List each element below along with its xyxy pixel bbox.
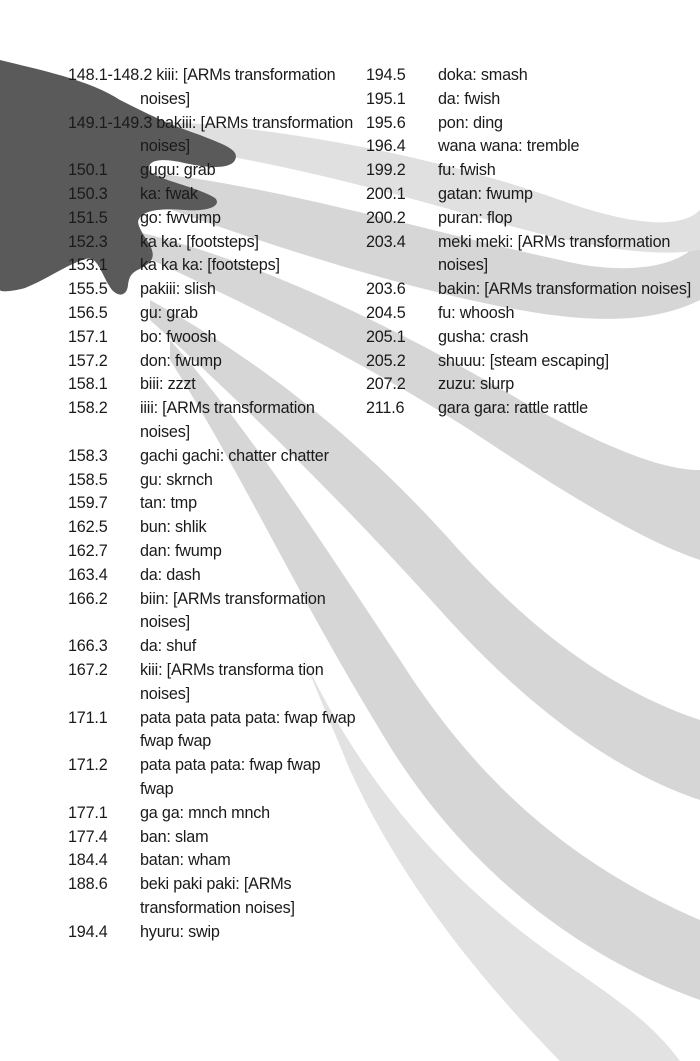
glossary-entry [366,326,700,350]
glossary-entry [68,588,358,636]
page-panel-ref: 150.3 [68,184,108,203]
glossary-entry [68,921,358,945]
glossary-entry [68,254,358,278]
page-panel-ref: 171.1 [68,708,108,727]
page-panel-ref: 152.3 [68,232,108,251]
page-panel-ref: 188.6 [68,875,108,894]
sound-effects-column-left [68,64,358,944]
glossary-entry [68,469,358,493]
page-panel-ref: 200.2 [366,208,406,227]
page-panel-ref: 158.3 [68,446,108,465]
glossary-entry [68,849,358,873]
sound-effect-translation: kiii: [ARMs transforma tion noises] [140,660,324,703]
glossary-entry [68,231,358,255]
sound-effect-translation: go: fwvump [140,208,221,227]
glossary-entry [366,207,700,231]
page-panel-ref: 177.1 [68,803,108,822]
page-panel-ref: 195.1 [366,89,406,108]
glossary-entry [366,88,700,112]
sound-effect-translation: ka ka: [footsteps] [140,232,259,251]
glossary-entry [68,397,358,445]
sound-effect-translation: shuuu: [steam escaping] [438,351,609,370]
glossary-entry [68,826,358,850]
page-panel-ref: 166.3 [68,637,108,656]
page-panel-ref: 158.2 [68,399,108,418]
sound-effect-translation: fu: whoosh [438,303,515,322]
sound-effect-translation: meki meki: [ARMs transformation noises] [438,232,671,275]
page-panel-ref: 199.2 [366,161,406,180]
glossary-entry [366,302,700,326]
glossary-entry [68,64,358,112]
glossary-entry [68,159,358,183]
page-panel-ref: 150.1 [68,161,108,180]
sound-effect-translation: tan: tmp [140,494,197,513]
glossary-entry [366,278,700,302]
page-panel-ref: 163.4 [68,565,108,584]
page-panel-ref: 153.1 [68,256,108,275]
page-panel-ref: 205.2 [366,351,406,370]
sound-effect-translation: gatan: fwump [438,184,533,203]
sound-effect-translation: gugu: grab [140,161,216,180]
sound-effect-translation: bakin: [ARMs transformation noises] [438,280,692,299]
glossary-entry [68,516,358,540]
page-panel-ref: 148.1-148.2 [68,66,153,84]
glossary-entry [68,183,358,207]
sound-effect-translation: dan: fwump [140,541,222,560]
page-panel-ref: 195.6 [366,113,406,132]
glossary-entry [366,373,700,397]
sound-effect-translation: zuzu: slurp [438,375,515,394]
glossary-entry [68,207,358,231]
sound-effect-translation: bo: fwoosh [140,327,217,346]
page-panel-ref: 194.4 [68,922,108,941]
page-panel-ref: 205.1 [366,327,406,346]
sound-effect-translation: gu: skrnch [140,470,213,489]
page-panel-ref: 162.7 [68,541,108,560]
page-panel-ref: 157.2 [68,351,108,370]
page-panel-ref: 157.1 [68,327,108,346]
sound-effect-translation: ban: slam [140,827,209,846]
page-panel-ref: 203.6 [366,280,406,299]
page-panel-ref: 158.1 [68,375,108,394]
page-panel-ref: 171.2 [68,756,108,775]
sound-effect-translation: da: dash [140,565,201,584]
page-panel-ref: 194.5 [366,66,406,84]
sound-effect-translation: gu: grab [140,303,198,322]
glossary-entry [68,302,358,326]
glossary-entry [366,159,700,183]
page-panel-ref: 207.2 [366,375,406,394]
page-panel-ref: 177.4 [68,827,108,846]
glossary-entry [68,540,358,564]
glossary-entry [366,183,700,207]
glossary-entry [68,326,358,350]
sound-effect-translation: gachi gachi: chatter chatter [140,446,329,465]
page-panel-ref: 184.4 [68,851,108,870]
glossary-entry [366,64,700,88]
page-panel-ref: 149.1-149.3 [68,113,153,132]
page-panel-ref: 204.5 [366,303,406,322]
sound-effect-translation: don: fwump [140,351,222,370]
sound-effect-translation: bun: shlik [140,518,207,537]
sound-effect-translation: puran: flop [438,208,513,227]
sound-effect-translation: biin: [ARMs transformation noises] [140,589,326,632]
sound-effect-translation: gara gara: rattle rattle [438,399,588,418]
sound-effect-translation: batan: wham [140,851,231,870]
glossary-entry [68,373,358,397]
sound-effect-translation: iiii: [ARMs transformation noises] [140,399,315,441]
page-panel-ref: 158.5 [68,470,108,489]
glossary-entry [68,445,358,469]
glossary-entry [366,231,700,279]
page-panel-ref: 200.1 [366,184,406,203]
glossary-entry [366,112,700,136]
sound-effect-translation: bakiii: [ARMs transformation noises] [140,113,354,156]
glossary-entry [68,278,358,302]
page-panel-ref: 156.5 [68,303,108,322]
page-panel-ref: 159.7 [68,494,108,513]
page-panel-ref: 196.4 [366,137,406,156]
sound-effect-translation: pon: ding [438,113,503,132]
glossary-entry [68,564,358,588]
sound-effect-translation: pata pata pata pata: fwap fwap fwap fwap [140,708,356,751]
sound-effect-translation: wana wana: tremble [438,137,580,156]
glossary-entry [68,635,358,659]
page-panel-ref: 167.2 [68,660,108,679]
sound-effect-translation: gusha: crash [438,327,529,346]
glossary-entry [366,350,700,374]
glossary-entry [68,754,358,802]
sound-effect-translation: da: shuf [140,637,196,656]
sound-effect-translation: pakiii: slish [140,280,216,299]
sound-effect-translation: da: fwish [438,89,501,108]
glossary-entry [68,492,358,516]
sound-effect-translation: fu: fwish [438,161,496,180]
glossary-entry [68,707,358,755]
sound-effect-translation: ka: fwak [140,184,198,203]
sound-effect-translation: hyuru: swip [140,922,220,941]
page-panel-ref: 166.2 [68,589,108,608]
page-panel-ref: 151.5 [68,208,108,227]
glossary-entry [68,659,358,707]
page-panel-ref: 155.5 [68,280,108,299]
page-panel-ref: 203.4 [366,232,406,251]
glossary-entry [68,112,358,160]
sound-effect-translation: biii: zzzt [140,375,196,394]
sound-effect-translation: ga ga: mnch mnch [140,803,270,822]
sound-effect-translation: doka: smash [438,66,528,84]
glossary-entry [68,873,358,921]
sound-effect-translation: kiii: [ARMs transformation noises] [140,66,336,108]
glossary-entry [68,350,358,374]
sound-effect-translation: ka ka ka: [footsteps] [140,256,280,275]
sound-effects-column-right [366,64,700,421]
sound-effect-translation: pata pata pata: fwap fwap fwap [140,756,321,798]
sound-effect-translation: beki paki paki: [ARMs transformation noises] [140,875,295,917]
page-panel-ref: 211.6 [366,399,405,418]
glossary-entry [68,802,358,826]
glossary-entry [366,135,700,159]
glossary-entry [366,397,700,421]
page-panel-ref: 162.5 [68,518,108,537]
